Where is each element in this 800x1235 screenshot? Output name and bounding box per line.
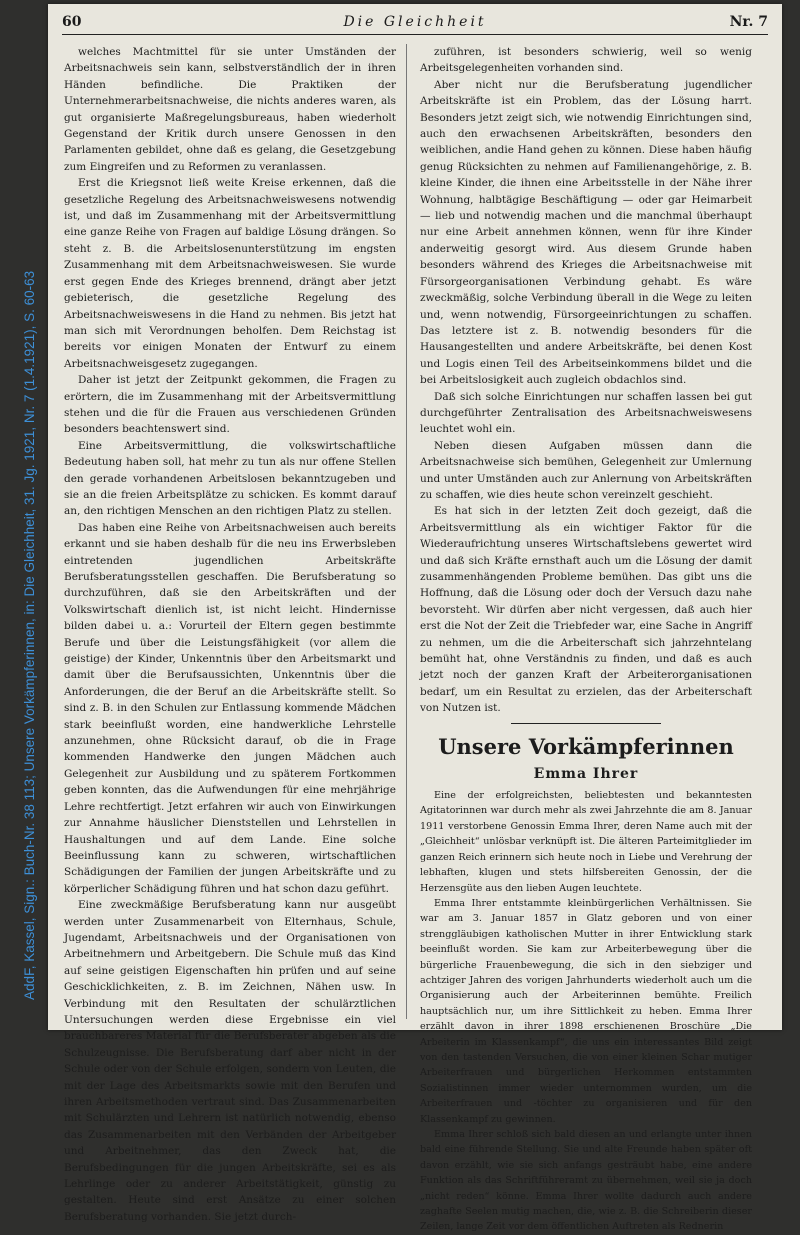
- journal-title: Die Gleichheit: [343, 14, 487, 30]
- page-number: 60: [62, 14, 82, 30]
- left-paragraph: Eine Arbeitsvermittlung, die volkswirtschaftliche Bedeutung haben soll, hat mehr zu tun als nur offene Stellen den gerade vorhandenen Arbeitslosen bekanntzugeben und sie an die freien Arbeitsplätze zu schicken. Es kommt darauf an, den richtigen Menschen an den richtigen Platz zu stellen.: [64, 439, 396, 518]
- section-paragraph: Eine der erfolgreichsten, beliebtesten und bekanntesten Agitatorinnen war durch mehr als zwei Jahrzehnte die am 8. Januar 1911 verstorbene Genossin Emma Ihrer, deren Name auch mit der „Gleichheit“ unlösbar verknüpft ist. Die älteren Parteimitglieder im ganzen Reich erinnern sich heute noch in Liebe und Verehrung der lebhaften, klugen und stets hilfsbereiten Genossin, der die Herzensgüte aus den lieben Augen leuchtete.: [420, 790, 752, 894]
- right-paragraph: Neben diesen Aufgaben müssen dann die Arbeitsnachweise sich bemühen, Gelegenheit zur Umlernung und unter Umständen auch zur Anlernung von Arbeitskräften zu schaffen, wie dies heute schon vereinzelt geschieht.: [420, 439, 752, 501]
- section-paragraph: Emma Ihrer schloß sich bald diesen an und erlangte unter ihnen bald eine führende Stellung. Sie und alte Freunde haben später oft davon erzählt, wie sie sich anfangs gesträubt habe, eine andere Funktion als das Schriftführeramt zu übernehmen, weil sie ja doch „nicht reden“ könne. Emma Ihrer wollte dadurch auch andere zaghafte Seelen mutig machen, die, wie z. B. die Schreiberin dieser Zeilen, lange Zeit vor dem öffentlichen Auftreten als Rednerin: [420, 1129, 752, 1233]
- section-title: Unsere Vorkämpferinnen: [438, 733, 734, 759]
- right-paragraph: Aber nicht nur die Berufsberatung jugendlicher Arbeitskräfte ist ein Problem, das der Lösung harrt. Besonders jetzt zeigt sich, wie notwendig Einrichtungen sind, auch den erwachsenen Arbeitskräften, besonders den weiblichen, andie Hand gehen zu können. Diese haben häufig genug Rücksichten zu nehmen auf Familienangehörige, z. B. kleine Kinder, die ihnen eine Arbeitsstelle in der Nähe ihrer Wohnung, halbtägige Beschäftigung — oder gar Heimarbeit — lieb und notwendig machen und die manchmal überhaupt nur eine Arbeit annehmen können, wenn für ihre Kinder anderweitig gesorgt wird. Aus diesem Grunde haben besonders während des Krieges die Arbeitsnachweise mit Fürsorgeorganisationen Verbindung gehabt. Es wäre zweckmäßig, solche Verbindung überall in die Wege zu leiten und, wenn notwendig, Fürsorgeeinrichtungen zu schaffen. Das letztere ist z. B. notwendig besonders für die Hausangestellten und andere Arbeitskräfte, bei denen Kost und Logis einen Teil des Arbeitseinkommens bildet und die bei Arbeitslosigkeit auch zugleich obdachlos sind.: [420, 78, 752, 387]
- issue-number: Nr. 7: [729, 14, 768, 30]
- left-paragraph: Eine zweckmäßige Berufsberatung kann nur ausgeübt werden unter Zusammenarbeit von Elternhaus, Schule, Jugendamt, Arbeitsnachweis und der Organisationen von Arbeitnehmern und Arbeitgebern. Die Schule muß das Kind auf seine geistigen Eigenschaften hin prüfen und auf seine Geschicklichkeiten, z. B. im Zeichnen, Nähen usw. In Verbindung mit den Resultaten der schulärztlichen Untersuchungen werden diese Ergebnisse ein viel brauchbareres Material für die Berufsberater abgeben als die Schulzeugnisse. Die Berufsberatung darf aber nicht in der Schule oder von der Schule erfolgen, sondern von Leuten, die mit der Lage des Arbeitsmarkts sowie mit den Berufen und ihren Arbeitsmethoden vertraut sind. Das Zusammenarbeiten mit Schulärzten und Lehrern ist natürlich notwendig, ebenso das Zusammenarbeiten mit den Verbänden der Arbeitgeber und Arbeitnehmer, das den Zweck hat, die Berufsbedingungen für die jungen Arbeitskräfte, sei es als Lehrlinge oder zu anderer Arbeitstätigkeit, günstig zu gestalten. Heute sind erst Ansätze zu einer solchen Berufsberatung vorhanden. Sie jetzt durch-: [64, 899, 396, 1223]
- archive-citation-label: [0, 0, 44, 1035]
- page-header: [62, 12, 768, 35]
- section-separator: [511, 723, 661, 724]
- archive-citation-text: AddF, Kassel, Sign.: Buch-Nr. 38 113; Unsere Vorkämpferinnen, in: Die Gleichheit, 31. Jg. 1921, Nr. 7 (1.4.1921), S. 60-63: [22, 270, 37, 1000]
- section-subtitle: Emma Ihrer: [533, 765, 639, 782]
- right-column: [420, 44, 752, 1233]
- left-paragraph: Das haben eine Reihe von Arbeitsnachweisen auch bereits erkannt und sie haben deshalb für die neu ins Erwerbsleben eintretenden jugendlichen Arbeitskräfte Berufsberatungsstellen geschaffen. Die Berufsberatung so durchzuführen, daß sie den Arbeitskräften und der Volkswirtschaft dienlich ist, ist nicht leicht. Hindernisse bilden dabei u. a.: Vorurteil der Eltern gegen bestimmte Berufe und über die Leistungsfähigkeit (vor allem die geistige) der Kinder, Unkenntnis über den Arbeitsmarkt und damit über die Berufsaussichten, Unkenntnis über die Anforderungen, die der Beruf an die Arbeitskräfte stellt. So sind z. B. in den Schulen zur Entlassung kommende Mädchen stark beeinflußt worden, eine handwerkliche Lehrstelle anzunehmen, ohne Rücksicht darauf, ob die in Frage kommenden Handwerke den jungen Mädchen auch Gelegenheit zur Ausbildung und zu späterem Fortkommen geben konnten, das die Aufwendungen für eine mehrjährige Lehre rechtfertigt. Jetzt erfahren wir auch von Einwirkungen zur Annahme häuslicher Dienststellen und Lehrstellen in Haushaltungen und auf dem Lande. Eine solche Beeinflussung kann zu schweren, wirtschaftlichen Schädigungen der Familien der jungen Arbeitskräfte und zu körperlicher Schädigung führen und hat schon dazu geführt.: [64, 521, 396, 895]
- section-paragraph: Emma Ihrer entstammte kleinbürgerlichen Verhältnissen. Sie war am 3. Januar 1857 in Glatz geboren und von einer strenggläubigen katholischen Mutter in ihrer Entwicklung stark beeinflußt worden. Sie kam zur Arbeiterbewegung über die bürgerliche Frauenbewegung, die sich in den siebziger und achtziger Jahren des vorigen Jahrhunderts wiederholt auch um die Organisierung auch der Arbeiterinnen bemühte. Freilich hauptsächlich nur, um ihre Sittlichkeit zu heben. Emma Ihrer erzählt davon in ihrer 1898 erschienenen Broschüre „Die Arbeiterin im Klassenkampf“, die uns ein interessantes Bild zeigt von den tastenden Versuchen, die von einer kleinen Schar mutiger Arbeiterfrauen und bürgerlichen Herkommen entstammten Sozialistinnen immer wieder unternommen wurden, um die Arbeiterfrauen und -töchter zu organisieren und für den Klassenkampf zu gewinnen.: [420, 897, 752, 1125]
- left-column: [64, 44, 396, 1223]
- left-paragraph: Erst die Kriegsnot ließ weite Kreise erkennen, daß die gesetzliche Regelung des Arbeitsnachweiswesens notwendig ist, und daß im Zusammenhang mit der Arbeitsvermittlung eine ganze Reihe von Fragen auf baldige Lösung drängen. So steht z. B. die Arbeitslosenunterstützung im engsten Zusammenhang mit dem Arbeitsnachweiswesen. Sie wurde erst gegen Ende des Krieges brennend, drängt aber jetzt gebieterisch, die gesetzliche Regelung des Arbeitsnachweiswesens in die Hand zu nehmen. Bis jetzt hat man sich mit Verordnungen beholfen. Dem Reichstag ist bereits vor einigen Monaten der Entwurf zu einem Arbeitsnachweisgesetz zugegangen.: [64, 177, 396, 370]
- left-paragraph: Daher ist jetzt der Zeitpunkt gekommen, die Fragen zu erörtern, die im Zusammenhang mit der Arbeitsvermittlung stehen und die für die Frauen aus verschiedenen Gründen besonders beachtenswert sind.: [64, 374, 396, 436]
- right-paragraph: zuführen, ist besonders schwierig, weil so wenig Arbeitsgelegenheiten vorhanden sind.: [420, 46, 752, 75]
- column-divider: [406, 44, 407, 1019]
- right-paragraph: Daß sich solche Einrichtungen nur schaffen lassen bei gut durchgeführter Zentralisation des Arbeitsnachweiswesens leuchtet wohl ein.: [420, 390, 752, 436]
- left-paragraph: welches Machtmittel für sie unter Umständen der Arbeitsnachweis sein kann, selbstverständlich der in ihren Händen befindliche. Die Praktiken der Unternehmerarbeitsnachweise, die nichts anderes waren, als gut organisierte Maßregelungsbureaus, haben wiederholt Gegenstand der Kritik durch unsere Genossen in den Parlamenten gebildet, ohne daß es gelang, die Gesetzgebung zum Eingreifen und zu Reformen zu veranlassen.: [64, 46, 396, 173]
- newspaper-page: [48, 4, 782, 1233]
- right-paragraph: Es hat sich in der letzten Zeit doch gezeigt, daß die Arbeitsvermittlung als ein wichtiger Faktor für die Wiederaufrichtung unseres Wirtschaftslebens gewertet wird und daß sich Kräfte ernsthaft auch um die Lösung der damit zusammenhängenden Probleme bemühen. Das gibt uns die Hoffnung, daß die Lösung oder doch der Versuch dazu nahe bevorsteht. Wir dürfen aber nicht vergessen, daß auch hier erst die Not der Zeit die Triebfeder war, eine Sache in Angriff zu nehmen, um die die Arbeiterschaft sich jahrzehntelang bemüht hat, ohne Verständnis zu finden, und daß es auch jetzt noch der ganzen Kraft der Arbeiterorganisationen bedarf, um ein Resultat zu erzielen, das der Arbeiterschaft von Nutzen ist.: [420, 505, 752, 715]
